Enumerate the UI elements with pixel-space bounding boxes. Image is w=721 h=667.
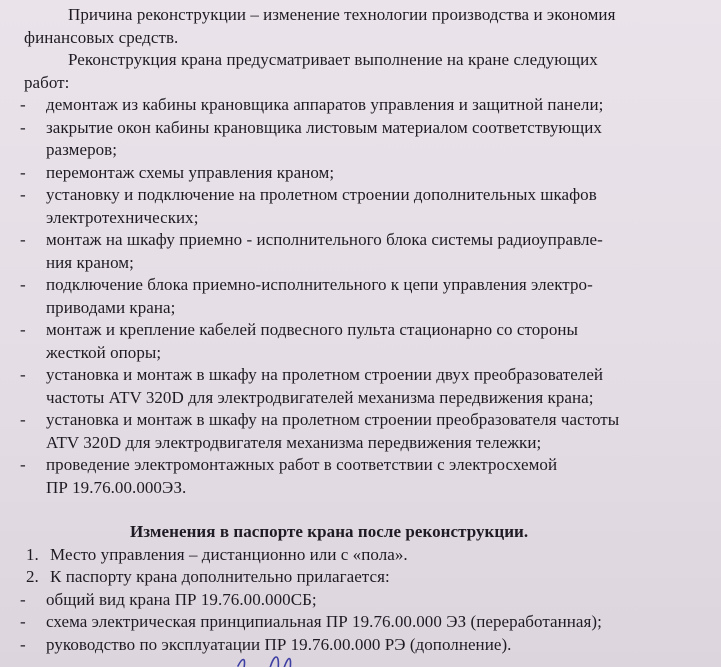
bullet-dash: - [20, 185, 26, 204]
bullet-dash: - [20, 455, 26, 474]
work-item-text: монтаж на шкафу приемно - исполнительного блока системы радиоуправле- ния краном; [46, 230, 603, 272]
work-item-text: перемонтаж схемы управления краном; [46, 162, 335, 182]
numbered-item-text: Место управления – дистанционно или с «пола». [50, 544, 408, 564]
work-item-text: подключение блока приемно-исполнительного к цепи управления электро- приводами крана; [46, 275, 593, 317]
work-item [0, 409, 721, 454]
attachment-item [0, 611, 721, 634]
work-item [0, 274, 721, 319]
work-item [0, 319, 721, 364]
work-item-text: установку и подключение на пролетном строении дополнительных шкафов электротехнических; [46, 185, 597, 227]
work-item-text: проведение электромонтажных работ в соответствии с электросхемой ПР 19.76.00.000ЭЗ. [46, 455, 558, 497]
bullet-dash: - [20, 589, 26, 609]
attachment-text: общий вид крана ПР 19.76.00.000СБ; [46, 589, 317, 609]
bullet-dash: - [20, 634, 26, 654]
work-item-text: установка и монтаж в шкафу на пролетном строении двух преобразователей частоты ATV 320D для электродвигателей механизма передвижения крана; [46, 365, 604, 407]
bullet-dash: - [20, 95, 26, 114]
attachment-item [0, 589, 721, 612]
work-item [0, 94, 721, 117]
work-item-text: установка и монтаж в шкафу на пролетном строении преобразователя частоты ATV 320D для электродвигателя механизма передвижения тележки; [46, 410, 620, 452]
work-intro-line-1: Реконструкция крана предусматривает выполнение на кране следующих [68, 50, 598, 69]
reason-line-1: Причина реконструкции – изменение технологии производства и экономия [68, 5, 616, 24]
work-item [0, 117, 721, 162]
section-spacer [0, 499, 721, 521]
work-item [0, 229, 721, 274]
work-intro-line-2: работ: [24, 72, 70, 92]
work-item [0, 162, 721, 185]
reason-line-2: финансовых средств. [24, 27, 179, 47]
bullet-dash: - [20, 612, 26, 631]
work-item-text: демонтаж из кабины крановщика аппаратов управления и защитной панели; [46, 95, 604, 114]
bullet-dash: - [20, 230, 26, 249]
numbered-item-text: К паспорту крана дополнительно прилагается: [50, 567, 390, 586]
item-number: 2. [26, 567, 39, 586]
work-item [0, 454, 721, 499]
attachment-text: схема электрическая принципиальная ПР 19.76.00.000 ЭЗ (переработанная); [46, 612, 602, 631]
bullet-dash: - [20, 410, 26, 429]
numbered-item [0, 544, 721, 567]
work-item [0, 184, 721, 229]
work-item-text: закрытие окон кабины крановщика листовым материалом соответствующих размеров; [46, 117, 602, 159]
bullet-dash: - [20, 275, 26, 294]
bullet-dash: - [20, 365, 26, 384]
bullet-dash: - [20, 117, 26, 137]
work-item-text: монтаж и крепление кабелей подвесного пульта стационарно со стороны жесткой опоры; [46, 320, 578, 362]
signature-mark [230, 648, 310, 667]
bullet-dash: - [20, 320, 26, 339]
work-item [0, 364, 721, 409]
numbered-item [0, 566, 721, 589]
attachment-text: руководство по эксплуатации ПР 19.76.00.000 РЭ (дополнение). [46, 634, 512, 654]
bullet-dash: - [20, 162, 26, 182]
attachment-item [0, 634, 721, 657]
passport-heading: Изменения в паспорте крана после реконструкции. [130, 522, 529, 541]
item-number: 1. [26, 544, 39, 564]
